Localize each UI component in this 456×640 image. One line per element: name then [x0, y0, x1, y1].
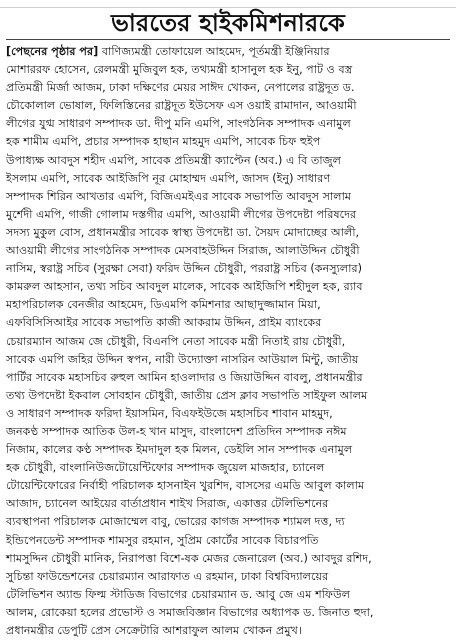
article-line: টোয়েন্টিফোরের নির্বাহী পরিচালক হাসনাইন খুরশিদ, বাসসের এমডি আবুল কালাম	[6, 479, 365, 493]
article-line: মুর্শেদী এমপি, গাজী গোলাম দস্তগীর এমপি, আওয়ামী লীগের উপদেষ্টা পরিষদের	[6, 207, 357, 221]
headline-divider	[6, 39, 450, 40]
article-line: মহাপরিচালক বেনজীর আহমেদ, ডিএমপি কমিশনার আছাদুজ্জামান মিয়া,	[6, 298, 321, 312]
article-line: উপাধ্যক্ষ আবদুস শহীদ এমপি, সাবেক প্রতিমন্ত্রী ক্যাপ্টেন (অব.) এ বি তাজুল	[6, 153, 342, 167]
headline: ভারতের হাইকমিশনারকে	[110, 9, 345, 37]
article-line: প্রতিমন্ত্রী মির্জা আজম, ঢাকা দক্ষিণের মেয়র সাঈদ খোকন, নেপালের রাষ্ট্রদূত ড.	[6, 81, 355, 95]
article-line	[6, 43, 450, 61]
article-line: আলম, রোকেয়া হলের প্রভোস্ট ও সমাজবিজ্ঞান বিভাগের অধ্যাপক ড. জিনাত হুদা,	[6, 605, 374, 619]
article-line: প্রধানমন্ত্রীর ডেপুটি প্রেস সেক্রেটারি আশরাফুল আলম খোকন প্রমুখ।	[6, 624, 302, 637]
article-line: শামসুদ্দিন চৌধুরী মানিক, নিরাপত্তা বিশে-ষক মেজর জেনারেল (অব.) আবদুর রশিদ,	[6, 551, 372, 565]
article-line: ইন্ডিপেনডেন্ট সম্পাদক শামসুর রহমান, সুপ্রিম কোর্টের সাবেক বিচারপতি	[6, 533, 319, 547]
article-line: কামরুল আহসান, তথ্য সচিব আবদুল মালেক, সাবেক আইজিপি শহীদুল হক, র‌্যাব	[6, 280, 363, 294]
article-line: হক শামীম এমপি, প্রচার সম্পাদক হাছান মাহমুদ এমপি, সাবেক চিফ হুইপ	[6, 135, 321, 149]
article-line: সাবেক এমপি জহির উদ্দিন স্বপন, নারী উদ্যোক্তা নাসরিন আউয়াল মিন্টু, জাতীয়	[6, 352, 359, 366]
article-line: তথ্য উপদেষ্টা ইকবাল সোবহান চৌধুরী, জাতীয় প্রেস ক্লাব সভাপতি সাইফুল আলম	[6, 388, 368, 402]
article-line: সুচিন্তা ফাউন্ডেশনের চেয়ারম্যান আরাফাত এ রহমান, ঢাকা বিশ্ববিদ্যালয়ের	[6, 569, 329, 583]
article-line: এফবিসিসিআইর সাবেক সভাপতি কাজী আকরাম উদ্দিন, প্রাইম ব্যাংকের	[6, 316, 322, 330]
article-line: সম্পাদক শিরিন আখতার এমপি, বিজিএমইএর সাবেক সভাপতি আবদুস সালাম	[6, 189, 352, 203]
article-line: চেয়ারম্যান আজম জে চৌধুরী, বিএনপি নেতা সাবেক মন্ত্রী নিতাই রায় চৌধুরী,	[6, 334, 346, 348]
article-line: লীগের যুগ্ম সাধারণ সম্পাদক ডা. দীপু মনি এমপি, সাংগঠনিক সম্পাদক এনামুল	[6, 117, 351, 131]
article-line: ও সাধারণ সম্পাদক ফরিদা ইয়াসমিন, বিএফইউজে মহাসচিব শাবান মাহমুদ,	[6, 406, 333, 420]
article-line: চৌকোলাল ভোষাল, ফিলিস্তিনের রাষ্ট্রদূত ইউসেফ এস ওয়াই রামাদান, আওয়ামী	[6, 99, 357, 113]
article-line: মোশাররফ হোসেন, রেলমন্ত্রী মুজিবুল হক, তথ্যমন্ত্রী হাসানুল হক ইনু, পাট ও বস্ত্র	[6, 63, 353, 77]
article-line: ব্যবস্থাপনা পরিচালক মোজাম্মেল বাবু, ভোরের কাগজ সম্পাদক শ্যামল দত্ত, দ্য	[6, 515, 345, 529]
article-line: ইসলাম এমপি, সাবেক আইজিপি নূর মোহাম্মদ এমপি, জাসদ (ইনু) সাধারণ	[6, 171, 331, 185]
article-line: হক চৌধুরী, বাংলানিউজটোয়েন্টিফোর সম্পাদক জুয়েল মাজহার, চ্যানেল	[6, 461, 325, 475]
article-line: নিজাম, কালের কণ্ঠ সম্পাদক ইমদাদুল হক মিলন, ডেইলি সান সম্পাদক এনামুল	[6, 443, 353, 457]
article-line: পার্টির সাবেক মহাসচিব রুহুল আমিন হাওলাদার ও জিয়াউদ্দিন বাবলু, প্রধানমন্ত্রীর	[6, 370, 363, 384]
article-line: জনকণ্ঠ সম্পাদক আতিক উল-হ খান মাসুদ, বাংলাদেশ প্রতিদিন সম্পাদক নঈম	[6, 424, 347, 438]
continuation-tag: [পেছনের পৃষ্ঠার পর]	[6, 45, 99, 58]
article-line: সদস্য মুকুল বোস, প্রধানমন্ত্রীর সাবেক স্বাস্থ্য উপদেষ্টা ডা. সৈয়দ মোদাচ্ছের আলী,	[6, 225, 360, 239]
article-line: আজাদ, চ্যানেল আইয়ের বার্তাপ্রধান শাইখ সিরাজ, একাত্তর টেলিভিশনের	[6, 497, 329, 511]
article-line: টেলিভিশন অ্যান্ড ফিল্ম স্টাডিজ বিভাগের চেয়ারম্যান ড. আবু জে এম শফিউল	[6, 587, 351, 601]
article-line-text: বাণিজ্যমন্ত্রী তোফায়েল আহমেদ, পূর্তমন্ত্রী ইঞ্জিনিয়ার	[98, 45, 330, 58]
cropped-previous-line	[0, 0, 456, 8]
article-line: আওয়ামী লীগের সাংগঠনিক সম্পাদক মেসবাহউদ্দিন সিরাজ, আলাউদ্দিন চৌধুরী	[6, 244, 360, 258]
article-line: নাসিম, স্বরাষ্ট্র সচিব (সুরক্ষা সেবা) ফরিদ উদ্দিন চৌধুরী, পররাষ্ট্র সচিব (কনস্যুলার)	[6, 262, 362, 276]
article-body	[6, 43, 450, 637]
